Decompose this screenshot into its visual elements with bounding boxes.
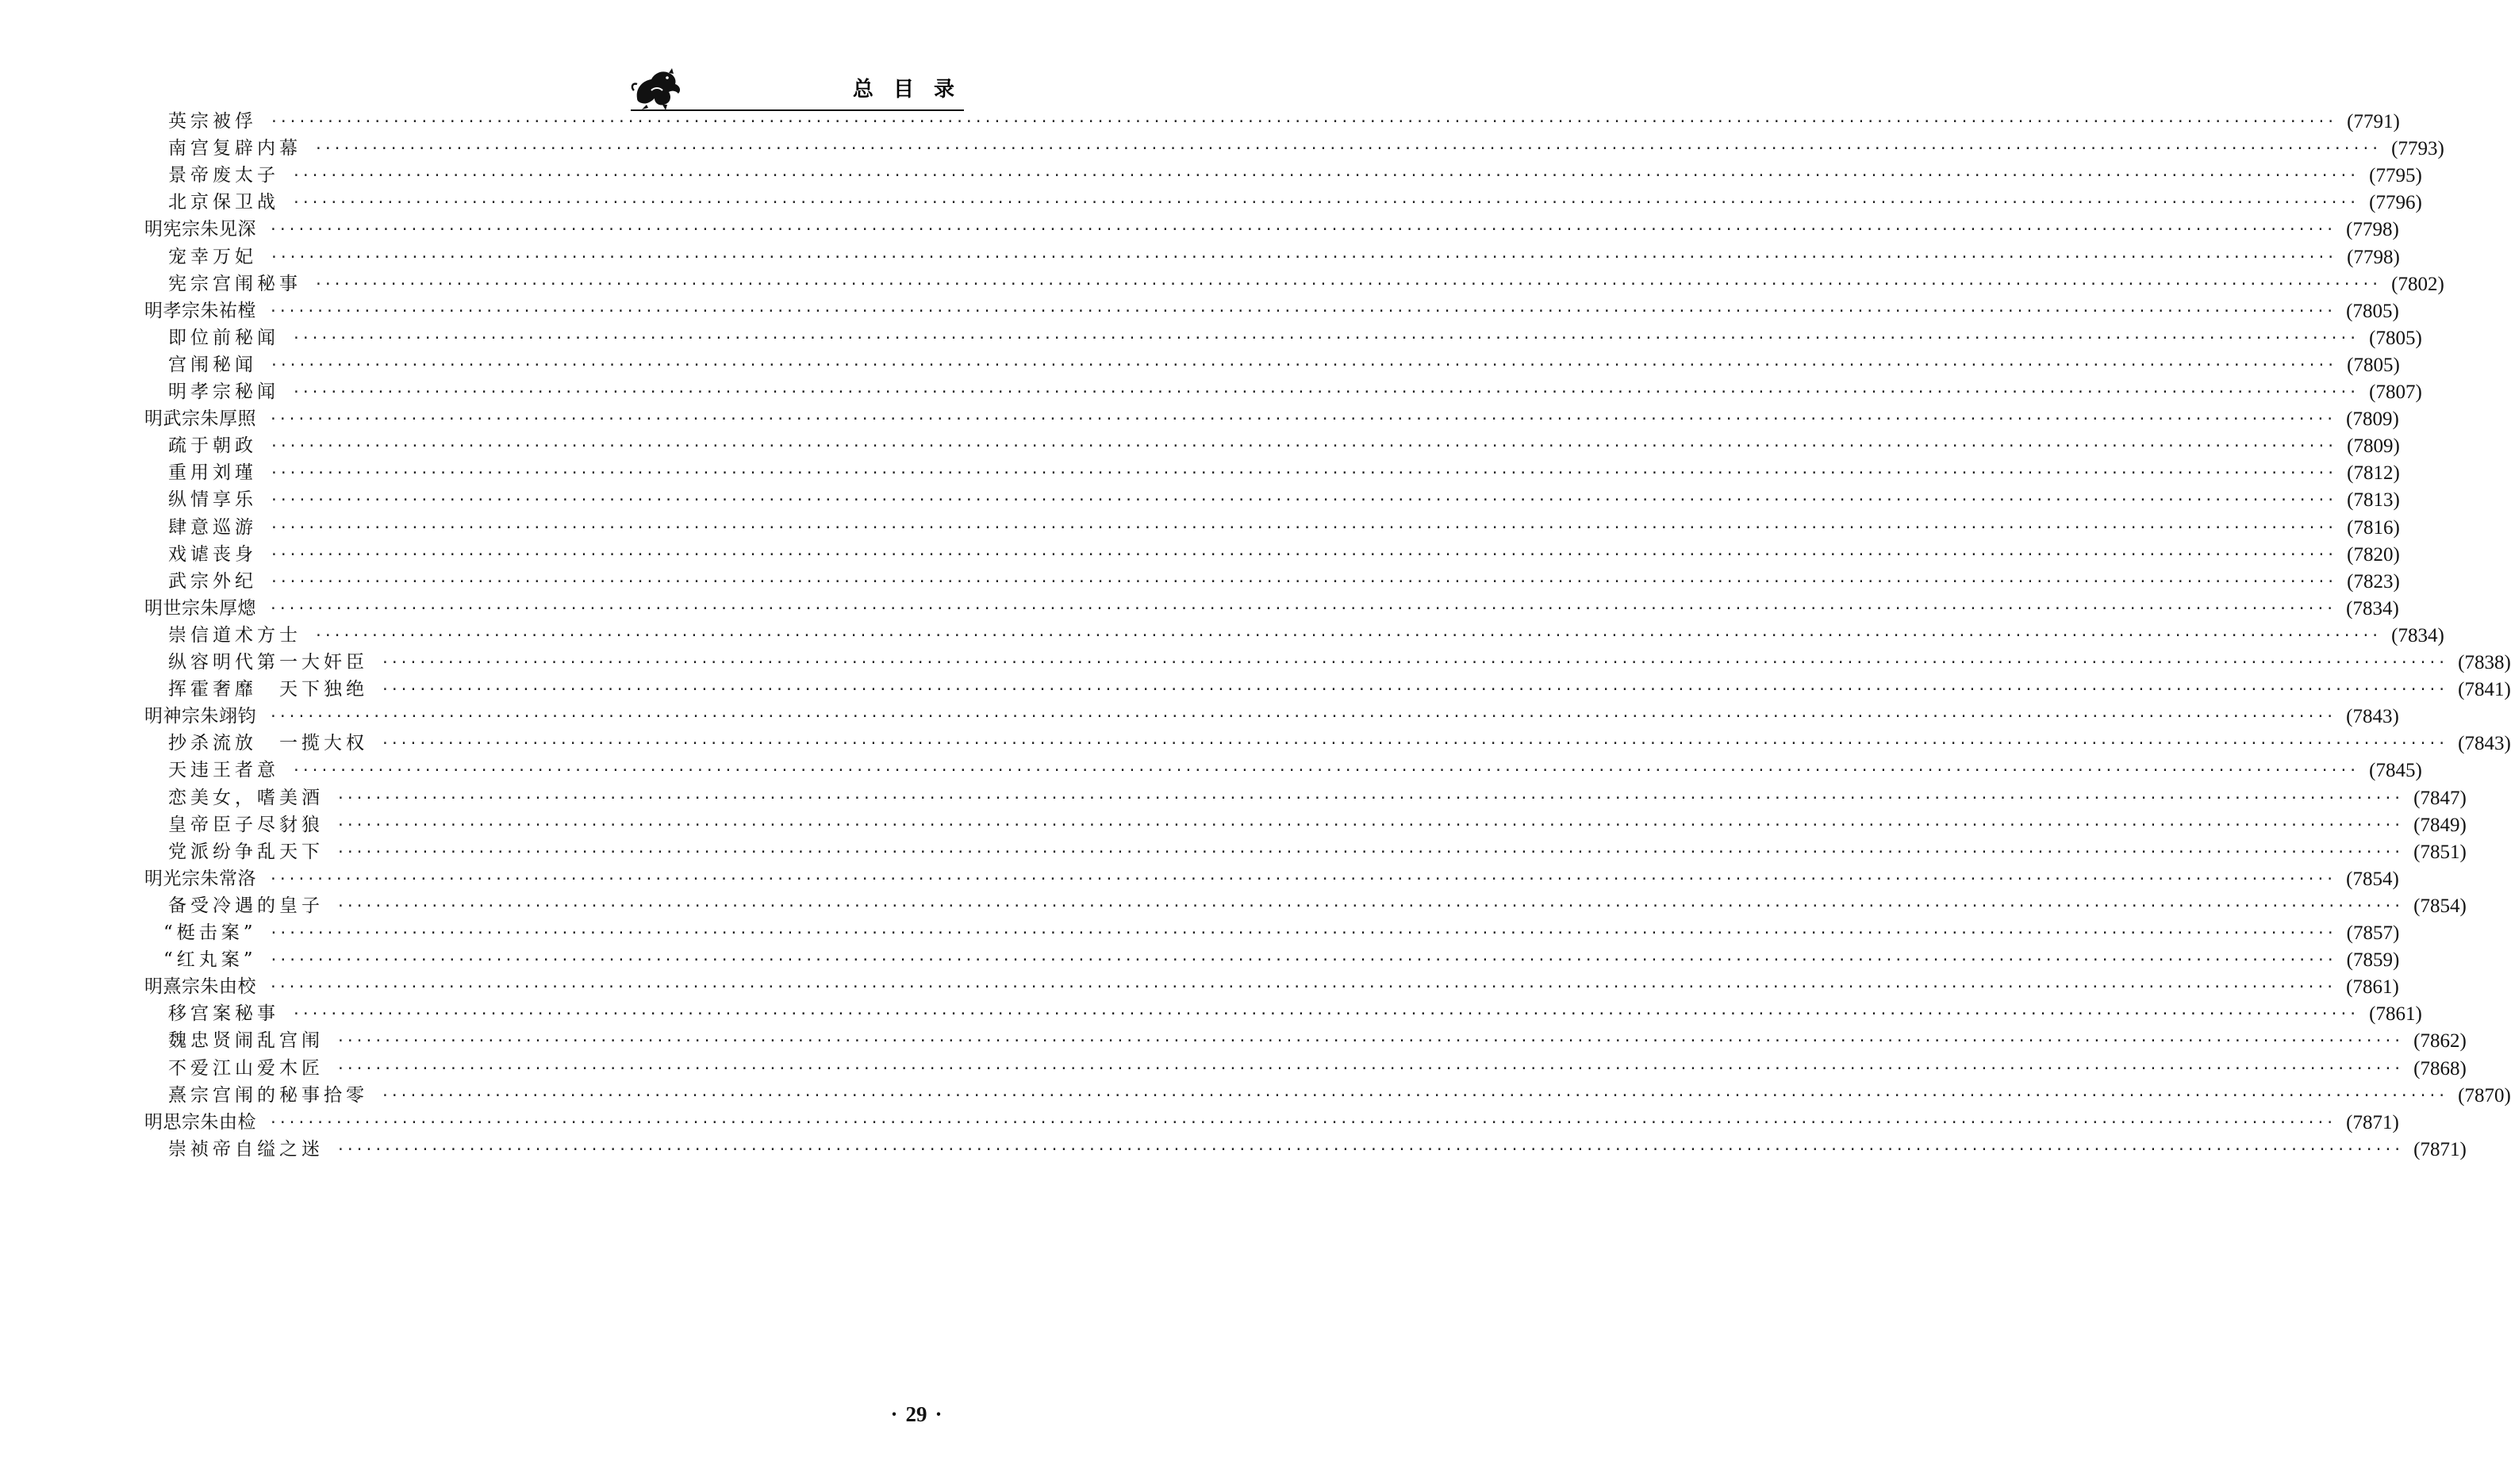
dot-leader: ···························································································································································································································· [292,384,2359,401]
toc-entry-page: (7834) [2346,597,2399,619]
toc-entry-title: 武宗外纪 [168,570,257,592]
toc-entry-page: (7807) [2369,382,2422,403]
dot-leader: ···························································································································································································································· [269,302,2336,320]
toc-entry-page: (7861) [2369,1003,2422,1026]
dot-leader: ···························································································································································································································· [270,465,2336,482]
toc-entry-title: 明孝宗秘闻 [168,382,279,402]
dot-leader: ···························································································································································································································· [314,140,2381,158]
toc-entry-page: (7805) [2346,300,2399,322]
toc-entry-title: 纵容明代第一大奸臣 [168,652,368,673]
toc-entry-title: 宪宗宫闱秘事 [168,273,301,294]
toc-entry-title: 恋美女，嗜美酒 [168,787,324,808]
dot-leader: ···························································································································································································································· [381,681,2448,699]
toc-entry-title: 明熹宗朱由校 [144,976,256,998]
toc-entry-page: (7847) [2413,787,2467,809]
toc-entry-title: 纵情享乐 [168,489,257,511]
dot-leader: ···························································································································································································································· [336,1141,2403,1158]
toc-entry-title: 明世宗朱厚熜 [144,597,256,619]
toc-entry-page: (7798) [2347,246,2400,268]
toc-entry-page: (7870) [2458,1084,2511,1106]
toc-entry-page: (7813) [2347,489,2400,512]
dot-leader: ···························································································································································································································· [381,654,2448,671]
dot-leader: ···························································································································································································································· [292,1006,2359,1023]
toc-entry-title: 备受冷遇的皇子 [168,895,324,916]
dot-leader: ···························································································································································································································· [269,221,2336,239]
dot-leader: ···························································································································································································································· [314,275,2381,293]
toc-entry-title: 明宪宗朱见深 [144,219,256,240]
toc-entry-page: (7871) [2346,1111,2399,1133]
toc-entry-title: 皇帝臣子尽豺狼 [168,814,324,835]
dot-leader: ···························································································································································································································· [336,789,2403,807]
dot-leader: ···························································································································································································································· [269,952,2336,969]
toc-entry-page: (7791) [2347,111,2400,132]
dot-leader: ···························································································································································································································· [269,411,2336,428]
toc-entry-page: (7854) [2413,895,2467,917]
toc-entry-page: (7798) [2346,219,2399,241]
dot-leader: ···························································································································································································································· [314,627,2381,644]
page-number: · 29 · [890,1402,943,1426]
dot-leader: ···························································································································································································································· [269,1114,2336,1131]
toc-entry-page: (7854) [2346,868,2399,890]
dot-leader: ···························································································································································································································· [270,546,2336,563]
toc-entry-title: 不爱江山爱木匠 [168,1057,324,1079]
dot-leader: ···························································································································································································································· [270,248,2336,266]
toc-entry-page: (7809) [2347,435,2400,458]
toc-entry-title: 明光宗朱常洛 [144,868,256,889]
dot-leader: ···························································································································································································································· [381,735,2448,753]
toc-entry-page: (7796) [2369,192,2422,214]
toc-entry-title: 熹宗宫闱的秘事拾零 [168,1084,368,1106]
toc-entry-title: 北京保卫战 [168,192,279,213]
toc-entry-title: 移宫案秘事 [168,1003,279,1025]
toc-entry-title: 明武宗朱厚照 [144,408,256,430]
toc-entry-title: 抄杀流放 一揽大权 [168,733,368,754]
toc-entry-title: 宫闱秘闻 [168,354,257,375]
toc-entry-title: 崇祯帝自缢之迷 [168,1138,324,1160]
dot-leader: ···························································································································································································································· [269,600,2336,617]
toc-entry-title: 肆意巡游 [168,516,257,538]
toc-entry-page: (7834) [2391,624,2444,646]
dot-leader: ···························································································································································································································· [269,979,2336,996]
toc-entry-page: (7816) [2347,516,2400,539]
dot-leader: ···························································································································································································································· [336,843,2403,861]
toc-entry-title: 明孝宗朱祐樘 [144,300,256,321]
toc-entry-page: (7820) [2347,543,2400,566]
toc-entry-page: (7851) [2413,841,2467,863]
dot-leader: ···························································································································································································································· [270,573,2336,590]
toc-entry-page: (7857) [2346,922,2400,944]
toc-entry-title: 天违王者意 [168,760,279,781]
toc-entry-page: (7823) [2347,570,2400,592]
toc-entry-page: (7868) [2413,1057,2467,1079]
toc-entry-page: (7861) [2346,976,2399,999]
dot-leader: ···························································································································································································································· [269,870,2336,888]
toc-entry-page: (7843) [2458,733,2511,755]
dot-leader: ···························································································································································································································· [292,329,2359,347]
toc-entry-title: 景帝废太子 [168,165,279,186]
dot-leader: ···························································································································································································································· [269,925,2336,941]
toc-entry-page: (7812) [2347,462,2400,485]
toc-entry-page: (7838) [2458,652,2511,673]
toc-entry-page: (7859) [2346,949,2400,972]
toc-entry-page: (7862) [2413,1030,2467,1053]
dot-leader: ···························································································································································································································· [270,519,2336,536]
header-title: 总 目 录 [852,78,961,102]
toc-entry-title: 崇信道术方士 [168,624,301,646]
toc-entry-title: 魏忠贤闹乱宫闱 [168,1030,324,1052]
dot-leader: ···························································································································································································································· [336,897,2403,915]
toc-entry-title: 党派纷争乱天下 [168,841,324,862]
toc-entry-page: (7802) [2391,273,2444,295]
dot-leader: ···························································································································································································································· [270,113,2336,130]
toc-entry-page: (7849) [2413,814,2467,836]
toc-entry-title: “红丸案” [163,949,257,971]
dot-leader: ···························································································································································································································· [292,762,2359,780]
toc-entry-page: (7795) [2369,165,2422,187]
dot-leader: ···························································································································································································································· [269,708,2336,726]
toc-entry-page: (7845) [2369,760,2422,782]
toc-entry-title: 明思宗朱由检 [144,1111,256,1133]
toc-entry[interactable] [168,1133,2467,1166]
toc-entry-title: 英宗被俘 [168,111,257,132]
dot-leader: ···························································································································································································································· [336,816,2403,834]
dot-leader: ···························································································································································································································· [336,1060,2403,1077]
toc-entry-title: 挥霍奢靡 天下独绝 [168,679,368,700]
dot-leader: ···························································································································································································································· [336,1033,2403,1050]
dot-leader: ···························································································································································································································· [270,492,2336,509]
toc-entry-page: (7843) [2346,706,2399,728]
toc-entry-page: (7805) [2347,354,2400,376]
toc-entry-title: 宠幸万妃 [168,246,257,267]
dot-leader: ···························································································································································································································· [292,194,2359,212]
toc-entry-title: 南宫复辟内幕 [168,138,301,159]
toc-entry-title: 疏于朝政 [168,435,257,457]
toc-entry-page: (7805) [2369,327,2422,349]
toc-entry-title: “梃击案” [163,922,257,943]
toc-entry-title: 戏谑丧身 [168,543,257,565]
toc-entry-page: (7841) [2458,679,2511,701]
toc-entry-page: (7793) [2391,138,2444,160]
toc-entry-title: 即位前秘闻 [168,327,279,348]
toc-entry-title: 重用刘瑾 [168,462,257,484]
dot-leader: ···························································································································································································································· [292,167,2359,185]
toc-entry-title: 明神宗朱翊钧 [144,706,256,727]
page-number-value: 29 [905,1402,927,1426]
toc-entry-page: (7871) [2413,1138,2467,1160]
dot-leader: ···························································································································································································································· [270,438,2336,455]
dot-leader: ···························································································································································································································· [381,1087,2448,1104]
dot-leader: ···························································································································································································································· [270,356,2336,374]
toc-entry-page: (7809) [2346,408,2399,431]
